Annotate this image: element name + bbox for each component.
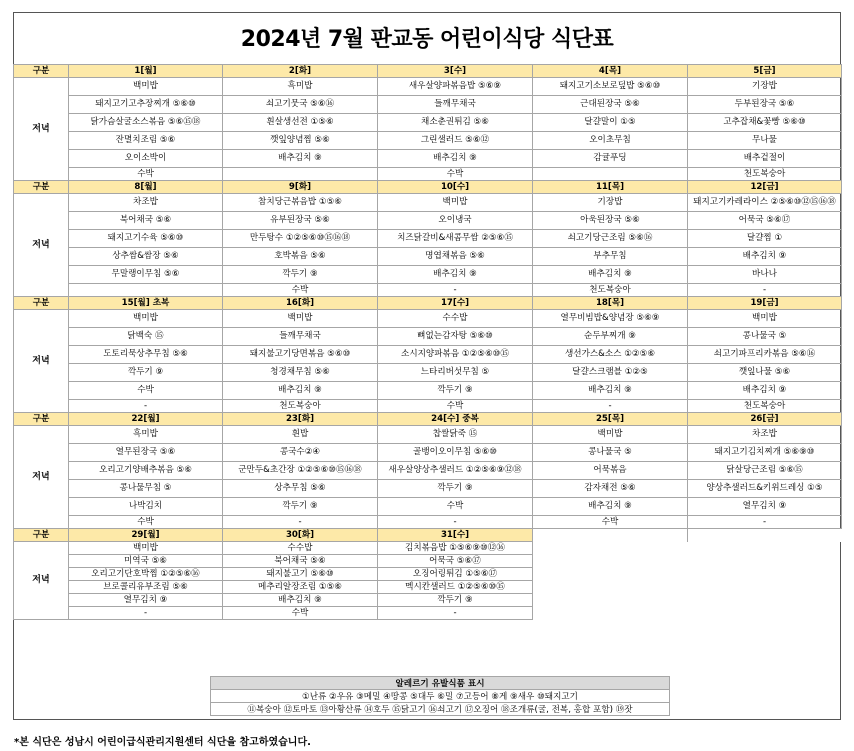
menu-item: 백미밥 <box>378 194 533 212</box>
menu-item: 유부된장국 ⑤⑥ <box>223 212 378 230</box>
menu-item: 백미밥 <box>688 310 842 328</box>
menu-item: 백미밥 <box>533 426 688 444</box>
day-header: 23[화] <box>223 413 378 426</box>
menu-item: 돼지고기고추장찌개 ⑤⑥⑩ <box>69 96 223 114</box>
menu-item: 깍두기 ⑨ <box>378 594 533 607</box>
menu-row <box>14 168 842 181</box>
empty-cell <box>688 607 842 620</box>
menu-item: 들깨무채국 <box>223 328 378 346</box>
menu-item: 뼈없는감자탕 ⑤⑥⑩ <box>378 328 533 346</box>
menu-row <box>14 150 842 168</box>
menu-item: 어묵국 ⑤⑥⑰ <box>378 555 533 568</box>
day-header: 5[금] <box>688 65 842 78</box>
menu-item: 느타리버섯무침 ⑤ <box>378 364 533 382</box>
day-header: 30[화] <box>223 529 378 542</box>
menu-item: 부추무침 <box>533 248 688 266</box>
menu-row <box>14 581 842 594</box>
allergy-line-1: ①난류 ②우유 ③메밀 ④땅콩 ⑤대두 ⑥밀 ⑦고등어 ⑧게 ⑨새우 ⑩돼지고기 <box>211 690 670 703</box>
menu-item: 차조밥 <box>688 426 842 444</box>
menu-item: 상추무침 ⑤⑥ <box>223 480 378 498</box>
menu-item: 두부된장국 ⑤⑥ <box>688 96 842 114</box>
menu-item: 수박 <box>378 498 533 516</box>
menu-item: - <box>688 516 842 529</box>
meal-label: 저녁 <box>14 310 69 413</box>
menu-row <box>14 248 842 266</box>
menu-item: 무나물 <box>688 132 842 150</box>
menu-item: 기장밥 <box>533 194 688 212</box>
week-header-row <box>14 297 842 310</box>
menu-item: 배추김치 ⑨ <box>378 150 533 168</box>
menu-item: 명엽채볶음 ⑤⑥ <box>378 248 533 266</box>
menu-item: 수박 <box>69 382 223 400</box>
menu-row <box>14 444 842 462</box>
menu-item: 백미밥 <box>223 310 378 328</box>
empty-cell <box>533 529 688 542</box>
menu-item: 쇠고기당근조림 ⑤⑥⑯ <box>533 230 688 248</box>
day-header: 11[목] <box>533 181 688 194</box>
menu-item: 배추김치 ⑨ <box>688 248 842 266</box>
menu-item: 돼지불고기 ⑤⑥⑩ <box>223 568 378 581</box>
allergy-line-2: ⑪복숭아 ⑫토마토 ⑬아황산류 ⑭호두 ⑮닭고기 ⑯쇠고기 ⑰오징어 ⑱조개류(굴, 전복, 홍합 포함) ⑲잣 <box>211 703 670 716</box>
menu-item: 그린샐러드 ⑤⑥⑫ <box>378 132 533 150</box>
empty-cell <box>688 542 842 555</box>
menu-item: 깍두기 ⑨ <box>223 498 378 516</box>
menu-item: 달걀말이 ①⑤ <box>533 114 688 132</box>
menu-item: 들깨무채국 <box>378 96 533 114</box>
menu-row <box>14 96 842 114</box>
menu-item: 새우살양파볶음밥 ⑤⑥⑨ <box>378 78 533 96</box>
empty-cell <box>533 607 688 620</box>
week-header-row <box>14 181 842 194</box>
day-header: 25[목] <box>533 413 688 426</box>
menu-item: 무말랭이무침 ⑤⑥ <box>69 266 223 284</box>
day-header: 16[화] <box>223 297 378 310</box>
menu-item: 잔멸치조림 ⑤⑥ <box>69 132 223 150</box>
menu-item: 호박볶음 ⑤⑥ <box>223 248 378 266</box>
menu-item: 수박 <box>533 516 688 529</box>
meal-label: 저녁 <box>14 426 69 529</box>
empty-cell <box>533 568 688 581</box>
empty-cell <box>533 555 688 568</box>
menu-row <box>14 346 842 364</box>
menu-item: 양상추샐러드&키위드레싱 ①⑤ <box>688 480 842 498</box>
day-header: 15[월] 초복 <box>69 297 223 310</box>
menu-item: 상추쌈&쌈장 ⑤⑥ <box>69 248 223 266</box>
menu-item: 흑미밥 <box>223 78 378 96</box>
menu-item: 김치볶음밥 ①⑤⑥⑨⑩⑫⑯ <box>378 542 533 555</box>
menu-item: 수박 <box>378 400 533 413</box>
menu-row <box>14 382 842 400</box>
menu-item: 어묵볶음 <box>533 462 688 480</box>
menu-item: 쇠고기뭇국 ⑤⑥⑯ <box>223 96 378 114</box>
menu-item: 닭백숙 ⑮ <box>69 328 223 346</box>
menu-item: 깍두기 ⑨ <box>378 480 533 498</box>
menu-row <box>14 462 842 480</box>
day-header: 18[목] <box>533 297 688 310</box>
menu-item: 오징어링튀김 ①⑤⑥⑰ <box>378 568 533 581</box>
day-header: 3[수] <box>378 65 533 78</box>
menu-item: 참치당근볶음밥 ①⑤⑥ <box>223 194 378 212</box>
menu-row <box>14 542 842 555</box>
menu-item: 배추김치 ⑨ <box>223 150 378 168</box>
menu-row <box>14 266 842 284</box>
menu-item: 새우살양상추샐러드 ①②⑤⑥⑨⑫⑱ <box>378 462 533 480</box>
category-header: 구분 <box>14 529 69 542</box>
week-header-row <box>14 413 842 426</box>
menu-item: 브로콜리유부조림 ⑤⑥ <box>69 581 223 594</box>
menu-item: 만두탕수 ①②⑤⑥⑩⑮⑯⑱ <box>223 230 378 248</box>
menu-item: - <box>223 516 378 529</box>
empty-cell <box>533 542 688 555</box>
menu-item: 근대된장국 ⑤⑥ <box>533 96 688 114</box>
menu-row <box>14 284 842 297</box>
menu-item: 치즈닭갈비&새콤무쌈 ②⑤⑥⑮ <box>378 230 533 248</box>
menu-table <box>13 64 842 620</box>
menu-item: 수박 <box>223 607 378 620</box>
day-header: 1[월] <box>69 65 223 78</box>
day-header: 26[금] <box>688 413 842 426</box>
menu-item: 열무비빔밥&양념장 ⑤⑥⑨ <box>533 310 688 328</box>
menu-row <box>14 400 842 413</box>
day-header: 10[수] <box>378 181 533 194</box>
empty-cell <box>688 594 842 607</box>
menu-item: 도토리묵상추무침 ⑤⑥ <box>69 346 223 364</box>
menu-item: 흰밥 <box>223 426 378 444</box>
menu-item: 아욱된장국 ⑤⑥ <box>533 212 688 230</box>
menu-item: 콩나물국 ⑤ <box>533 444 688 462</box>
menu-item: 깍두기 ⑨ <box>378 382 533 400</box>
menu-row <box>14 568 842 581</box>
menu-item <box>533 168 688 181</box>
category-header: 구분 <box>14 413 69 426</box>
menu-item: 감자채전 ⑤⑥ <box>533 480 688 498</box>
menu-row <box>14 498 842 516</box>
menu-row <box>14 555 842 568</box>
menu-item: 북어채국 ⑤⑥ <box>69 212 223 230</box>
day-header: 29[월] <box>69 529 223 542</box>
menu-item: 찹쌀닭죽 ⑮ <box>378 426 533 444</box>
menu-item: 열무김치 ⑨ <box>688 498 842 516</box>
menu-item: 수박 <box>69 168 223 181</box>
menu-item: 감귤푸딩 <box>533 150 688 168</box>
menu-item: 깻잎양념찜 ⑤⑥ <box>223 132 378 150</box>
menu-item: 미역국 ⑤⑥ <box>69 555 223 568</box>
empty-cell <box>533 581 688 594</box>
menu-item: 천도복숭아 <box>223 400 378 413</box>
menu-item: 오리고기양배추볶음 ⑤⑥ <box>69 462 223 480</box>
menu-item: 흰살생선전 ①⑤⑥ <box>223 114 378 132</box>
menu-item: 오이초무침 <box>533 132 688 150</box>
menu-item: 백미밥 <box>69 78 223 96</box>
menu-item: 군만두&초간장 ①②⑤⑥⑩⑮⑯⑱ <box>223 462 378 480</box>
menu-item: - <box>378 516 533 529</box>
day-header: 31[수] <box>378 529 533 542</box>
day-header: 2[화] <box>223 65 378 78</box>
menu-item: 배추김치 ⑨ <box>378 266 533 284</box>
menu-item: 배추김치 ⑨ <box>533 382 688 400</box>
menu-row <box>14 230 842 248</box>
meal-label: 저녁 <box>14 542 69 620</box>
day-header: 8[월] <box>69 181 223 194</box>
week-header-row <box>14 65 842 78</box>
menu-item: 천도복숭아 <box>688 168 842 181</box>
menu-item: 콩나물무침 ⑤ <box>69 480 223 498</box>
day-header: 4[목] <box>533 65 688 78</box>
category-header: 구분 <box>14 297 69 310</box>
day-header: 19[금] <box>688 297 842 310</box>
menu-row <box>14 607 842 620</box>
empty-cell <box>688 581 842 594</box>
menu-item: 청경채무침 ⑤⑥ <box>223 364 378 382</box>
menu-row <box>14 194 842 212</box>
day-header: 9[화] <box>223 181 378 194</box>
menu-item: 오리고기단호박찜 ①②⑤⑥⑯ <box>69 568 223 581</box>
category-header: 구분 <box>14 181 69 194</box>
menu-item: 달걀스크램블 ①②⑤ <box>533 364 688 382</box>
menu-item: - <box>378 284 533 297</box>
menu-row <box>14 114 842 132</box>
menu-item: 닭가슴살굴소스볶음 ⑤⑥⑮⑱ <box>69 114 223 132</box>
menu-item: 배추김치 ⑨ <box>223 594 378 607</box>
page-title: 2024년 7월 판교동 어린이식당 식단표 <box>240 27 614 52</box>
menu-item: - <box>69 607 223 620</box>
meal-label: 저녁 <box>14 78 69 181</box>
source-note: *본 식단은 성남시 어린이급식관리지원센터 식단을 참고하였습니다. <box>14 737 311 748</box>
menu-item: 배추겉절이 <box>688 150 842 168</box>
menu-row <box>14 364 842 382</box>
menu-item: 열무된장국 ⑤⑥ <box>69 444 223 462</box>
menu-row <box>14 328 842 346</box>
menu-item: 콩나물국 ⑤ <box>688 328 842 346</box>
menu-item: 나박김치 <box>69 498 223 516</box>
empty-cell <box>688 529 842 542</box>
allergy-title: 알레르기 유발식품 표시 <box>211 677 670 690</box>
menu-item: 돼지고기김치찌개 ⑤⑥⑨⑩ <box>688 444 842 462</box>
menu-row <box>14 132 842 150</box>
menu-item: 기장밥 <box>688 78 842 96</box>
menu-item: 돼지고기수육 ⑤⑥⑩ <box>69 230 223 248</box>
menu-item: 깍두기 ⑨ <box>223 266 378 284</box>
menu-item: 돼지고기소보로덮밥 ⑤⑥⑩ <box>533 78 688 96</box>
menu-item: 차조밥 <box>69 194 223 212</box>
menu-item: 채소춘권튀김 ⑤⑥ <box>378 114 533 132</box>
allergy-legend <box>210 676 670 716</box>
menu-item: 백미밥 <box>69 310 223 328</box>
menu-row <box>14 310 842 328</box>
day-header: 12[금] <box>688 181 842 194</box>
menu-item <box>223 168 378 181</box>
menu-item: 메추리알장조림 ①⑤⑥ <box>223 581 378 594</box>
menu-item: 바나나 <box>688 266 842 284</box>
menu-item: 배추김치 ⑨ <box>223 382 378 400</box>
menu-item: 콩국수②④ <box>223 444 378 462</box>
menu-item: 소시지양파볶음 ①②⑤⑥⑩⑮ <box>378 346 533 364</box>
menu-item: 순두부찌개 ⑨ <box>533 328 688 346</box>
meal-label: 저녁 <box>14 194 69 297</box>
menu-item: 돼지불고기당면볶음 ⑤⑥⑩ <box>223 346 378 364</box>
week-header-row <box>14 529 842 542</box>
menu-item: 수수밥 <box>223 542 378 555</box>
menu-item: - <box>69 400 223 413</box>
menu-item: 깍두기 ⑨ <box>69 364 223 382</box>
menu-item <box>69 284 223 297</box>
menu-item: 수수밥 <box>378 310 533 328</box>
menu-row <box>14 594 842 607</box>
empty-cell <box>688 555 842 568</box>
menu-item: - <box>688 284 842 297</box>
menu-item: 수박 <box>69 516 223 529</box>
menu-item: 멕시칸샐러드 ①②⑤⑥⑩⑮ <box>378 581 533 594</box>
menu-item: 수박 <box>378 168 533 181</box>
menu-item: 오이소박이 <box>69 150 223 168</box>
menu-item: 어묵국 ⑤⑥⑰ <box>688 212 842 230</box>
menu-item: 생선가스&소스 ①②⑤⑥ <box>533 346 688 364</box>
menu-item: 오이냉국 <box>378 212 533 230</box>
menu-item: - <box>378 607 533 620</box>
category-header: 구분 <box>14 65 69 78</box>
menu-item: 쇠고기파프리카볶음 ⑤⑥⑯ <box>688 346 842 364</box>
menu-item: 백미밥 <box>69 542 223 555</box>
menu-item: 돼지고기카레라이스 ②⑤⑥⑩⑫⑮⑯⑱ <box>688 194 842 212</box>
menu-item: 배추김치 ⑨ <box>688 382 842 400</box>
menu-item: 북어채국 ⑤⑥ <box>223 555 378 568</box>
menu-item: 배추김치 ⑨ <box>533 498 688 516</box>
menu-item: 깻잎나물 ⑤⑥ <box>688 364 842 382</box>
menu-item: 골뱅이오이무침 ⑤⑥⑩ <box>378 444 533 462</box>
menu-row <box>14 516 842 529</box>
menu-item: 배추김치 ⑨ <box>533 266 688 284</box>
menu-item: 천도복숭아 <box>688 400 842 413</box>
menu-item: 닭살당근조림 ⑤⑥⑮ <box>688 462 842 480</box>
empty-cell <box>533 594 688 607</box>
day-header: 22[월] <box>69 413 223 426</box>
menu-row <box>14 212 842 230</box>
menu-item: 고추잡채&꽃빵 ⑤⑥⑩ <box>688 114 842 132</box>
day-header: 17[수] <box>378 297 533 310</box>
menu-item: 열무김치 ⑨ <box>69 594 223 607</box>
menu-row <box>14 480 842 498</box>
menu-item: 달걀찜 ① <box>688 230 842 248</box>
menu-row <box>14 426 842 444</box>
menu-item: 흑미밥 <box>69 426 223 444</box>
menu-item: - <box>533 400 688 413</box>
menu-item: 수박 <box>223 284 378 297</box>
empty-cell <box>688 568 842 581</box>
day-header: 24[수] 중복 <box>378 413 533 426</box>
menu-row <box>14 78 842 96</box>
menu-item: 천도복숭아 <box>533 284 688 297</box>
